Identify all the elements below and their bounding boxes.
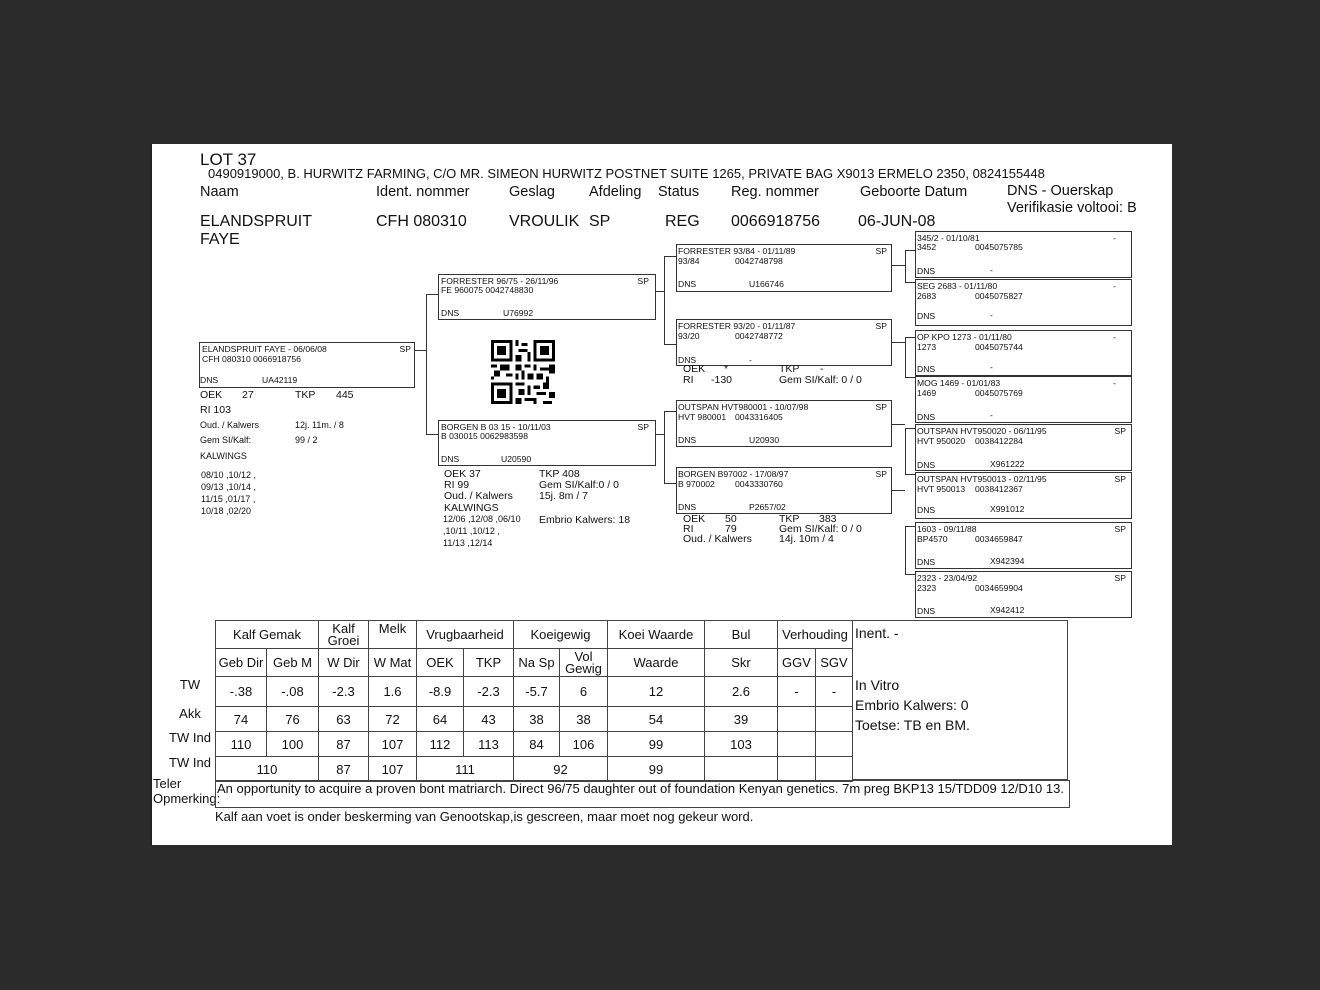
grandparent-box [676, 319, 892, 366]
ggp-reg: 0034659847 [975, 534, 1023, 544]
gp-title: OUTSPAN HVT980001 - 10/07/98 [678, 402, 809, 412]
tw-cell: -.38 [216, 677, 267, 707]
group-kalf-gemak: Kalf Gemak [216, 621, 319, 649]
ggp-id: 2323 [917, 583, 937, 593]
twind2-cell [778, 757, 816, 782]
gp2-ri-value: -130 [711, 374, 733, 386]
header-reg: Reg. nommer [731, 184, 819, 200]
twind-cell: 100 [267, 732, 319, 757]
twind-cell [778, 732, 816, 757]
ggp-dns-label: DNS [917, 505, 936, 515]
col-w-dir: W Dir [319, 649, 369, 677]
gp-dns-label: DNS [678, 355, 697, 365]
twind-cell: 113 [464, 732, 514, 757]
ggp-reg: 0045075827 [975, 291, 1023, 301]
subject-oek-label: OEK [200, 389, 223, 401]
tw-cell: -5.7 [514, 677, 560, 707]
dam-oud-label: Oud. / Kalwers [444, 490, 513, 502]
dam-gem: Gem SI/Kalf:0 / 0 [539, 479, 619, 491]
opmerking-label: Opmerking: [153, 791, 221, 806]
in-vitro-text: In Vitro [855, 677, 900, 693]
twind2-cell: 87 [319, 757, 369, 782]
tw-cell: -2.3 [464, 677, 514, 707]
dam-tkp: TKP 408 [539, 468, 580, 480]
subject-id: CFH 080310 0066918756 [202, 354, 301, 364]
tw-cell: 12 [608, 677, 705, 707]
gp-dns-label: DNS [678, 279, 697, 289]
col-na-sp: Na Sp [514, 649, 560, 677]
ggp-title: OUTSPAN HVT950013 - 02/11/95 [917, 474, 1047, 484]
embrio-text: Embrio Kalwers: 0 [855, 697, 969, 713]
twind-cell: 84 [514, 732, 560, 757]
ggp-section: - [1113, 378, 1116, 388]
animal-geslag: VROULIK [509, 213, 580, 230]
gp4-oek-value: 50 [725, 513, 737, 525]
ggp-id: 1273 [917, 342, 937, 352]
twind-cell: 107 [369, 732, 417, 757]
twind2-cell [705, 757, 778, 782]
tw-cell: -8.9 [417, 677, 464, 707]
header-naam: Naam [200, 184, 239, 200]
col-vol-gewig: Vol Gewig [560, 649, 608, 677]
ggp-dns-label: DNS [917, 364, 936, 374]
great-grandparent-box [915, 330, 1132, 376]
ggp-reg: 0034659904 [975, 583, 1023, 593]
tw-cell: -.08 [267, 677, 319, 707]
header-geboorte: Geboorte Datum [860, 184, 968, 200]
gp4-oek-label: OEK [683, 513, 706, 525]
ggp-dns-label: DNS [917, 606, 936, 616]
grandparent-box [676, 400, 892, 447]
tw-cell: 1.6 [369, 677, 417, 707]
akk-cell [778, 707, 816, 732]
gp4-oud-value: 14j. 10m / 4 [779, 533, 834, 545]
gp-id: B 970002 [678, 479, 715, 489]
row-label-twind: TW Ind [169, 730, 211, 745]
ggp-section: - [1113, 332, 1116, 342]
gp4-gem: Gem SI/Kalf: 0 / 0 [779, 523, 862, 535]
ggp-section: - [1113, 233, 1116, 243]
ggp-dns-value: - [990, 310, 993, 320]
subject-kalwings-1: 08/10 ,10/12 , [201, 470, 257, 480]
ggp-dns-label: DNS [917, 412, 936, 422]
ggp-dns-label: DNS [917, 460, 936, 470]
ggp-reg: 0045075769 [975, 388, 1023, 398]
animal-afdeling: SP [589, 213, 611, 230]
ggp-title: 2323 - 23/04/92 [917, 573, 978, 583]
gp4-oud-label: Oud. / Kalwers [683, 533, 752, 545]
dam-oek: OEK 37 [444, 468, 481, 480]
ggp-title: 345/2 - 01/10/81 [917, 233, 980, 243]
qr-code-icon [488, 340, 558, 404]
great-grandparent-box [915, 522, 1132, 569]
ggp-id: HVT 950013 [917, 484, 966, 494]
dam-id: B 030015 0062983598 [441, 431, 528, 441]
dam-box [438, 420, 656, 466]
ggp-section: SP [1114, 426, 1126, 436]
subject-ri: RI 103 [200, 404, 231, 416]
ggp-title: OUTSPAN HVT950020 - 06/11/95 [917, 426, 1047, 436]
animal-reg: 0066918756 [731, 213, 820, 230]
akk-cell: 38 [514, 707, 560, 732]
group-melk: Melk [369, 621, 417, 649]
akk-cell: 63 [319, 707, 369, 732]
footer-note: Kalf aan voet is onder beskerming van Genootskap,is gescreen, maar moet nog gekeur word. [215, 809, 754, 824]
group-kalf-groei: Kalf Groei [319, 621, 369, 649]
gp2-tkp-label: TKP [779, 363, 800, 375]
gp-section: SP [875, 321, 887, 331]
animal-name-1: ELANDSPRUIT [200, 213, 313, 230]
header-afdeling: Afdeling [589, 184, 642, 200]
subject-title: ELANDSPRUIT FAYE - 06/06/08 [202, 344, 327, 354]
col-ggv: GGV [778, 649, 816, 677]
dam-ri: RI 99 [444, 479, 470, 491]
ggp-section: - [1113, 281, 1116, 291]
gp-dns-value: - [749, 355, 752, 365]
col-oek: OEK [417, 649, 464, 677]
catalogue-page [150, 144, 1172, 845]
akk-cell: 64 [417, 707, 464, 732]
great-grandparent-box [915, 231, 1132, 278]
ggp-reg: 0045075744 [975, 342, 1023, 352]
ggp-section: SP [1114, 573, 1126, 583]
gp-dns-label: DNS [678, 435, 697, 445]
gp2-tkp-value: - [820, 363, 824, 375]
gp-title: BORGEN B97002 - 17/08/97 [678, 469, 789, 479]
col-sgv: SGV [816, 649, 853, 677]
ggp-dns-value: X961222 [990, 459, 1025, 469]
gp2-oek-label: OEK [683, 363, 706, 375]
gp2-gem: Gem SI/Kalf: 0 / 0 [779, 374, 862, 386]
animal-status: REG [665, 213, 700, 230]
great-grandparent-box [915, 279, 1132, 326]
great-grandparent-box [915, 472, 1132, 519]
gp2-oek-value: * [724, 363, 729, 375]
remarks-box [215, 780, 1070, 808]
col-geb-dir: Geb Dir [216, 649, 267, 677]
subject-oud-value: 12j. 11m. / 8 [295, 420, 344, 430]
header-dns: DNS - Ouerskap [1007, 183, 1114, 199]
animal-birth: 06-JUN-08 [858, 213, 936, 230]
col-tkp: TKP [464, 649, 514, 677]
sire-id: FE 960075 0042748830 [441, 285, 534, 295]
ggp-title: MOG 1469 - 01/01/83 [917, 378, 1001, 388]
gp-reg: 0043330760 [735, 479, 783, 489]
subject-pedigree-box [199, 342, 415, 388]
dam-kalwings-2: ,10/11 ,10/12 , [443, 526, 500, 536]
gp-section: SP [875, 246, 887, 256]
gp-reg: 0043316405 [735, 412, 783, 422]
gp-title: FORRESTER 93/84 - 01/11/89 [678, 246, 796, 256]
akk-cell: 38 [560, 707, 608, 732]
ggp-title: SEG 2683 - 01/11/80 [917, 281, 998, 291]
subject-kalwings-3: 11/15 ,01/17 , [201, 494, 256, 504]
ggp-dns-value: - [990, 410, 993, 420]
sire-dns-label: DNS [441, 308, 460, 318]
col-skr: Skr [705, 649, 778, 677]
great-grandparent-box [915, 424, 1132, 471]
group-koeigewig: Koeigewig [514, 621, 608, 649]
subject-tkp-value: 445 [336, 389, 354, 401]
tw-cell: 6 [560, 677, 608, 707]
akk-cell: 43 [464, 707, 514, 732]
ggp-id: 1469 [917, 388, 937, 398]
ggp-id: BP4570 [917, 534, 948, 544]
twind2-cell: 92 [514, 757, 608, 782]
tw-cell: -2.3 [319, 677, 369, 707]
gp4-tkp-value: 383 [819, 513, 837, 525]
twind-cell: 103 [705, 732, 778, 757]
akk-cell: 54 [608, 707, 705, 732]
ggp-dns-value: - [990, 362, 993, 372]
ggp-dns-label: DNS [917, 557, 936, 567]
animal-name-2: FAYE [200, 231, 240, 248]
subject-dns-label: DNS [200, 375, 219, 385]
gp-id: HVT 980001 [678, 412, 727, 422]
ggp-dns-value: X942394 [990, 556, 1025, 566]
akk-cell: 76 [267, 707, 319, 732]
subject-kalwings-label: KALWINGS [200, 451, 247, 461]
header-ident: Ident. nommer [376, 184, 470, 200]
remarks-text: An opportunity to acquire a proven bont matriarch. Direct 96/75 daughter out of foundation Kenyan genetics. 7m preg BKP13 15/TDD09 12/D10 13. [217, 781, 1064, 796]
sire-box [438, 274, 656, 320]
header-geslag: Geslag [509, 184, 555, 200]
group-verhouding: Verhouding [778, 621, 853, 649]
gp-section: SP [875, 469, 887, 479]
great-grandparent-box [915, 571, 1132, 618]
twind-cell: 112 [417, 732, 464, 757]
group-vrugbaarheid: Vrugbaarheid [417, 621, 514, 649]
gp-dns-value: U166746 [749, 279, 784, 289]
group-koei-waarde: Koei Waarde [608, 621, 705, 649]
gp4-ri-label: RI [683, 523, 694, 535]
col-w-mat: W Mat [369, 649, 417, 677]
header-status: Status [658, 184, 700, 200]
ggp-dns-label: DNS [917, 311, 936, 321]
sire-section: SP [637, 276, 649, 286]
inent-text: Inent. - [855, 625, 899, 641]
twind2-cell: 99 [608, 757, 705, 782]
animal-ident: CFH 080310 [376, 213, 467, 230]
ggp-dns-value: X942412 [990, 605, 1025, 615]
gp-id: 93/20 [678, 331, 700, 341]
header-verifikasie: Verifikasie voltooi: B [1007, 200, 1137, 216]
ggp-reg: 0038412367 [975, 484, 1023, 494]
akk-cell: 74 [216, 707, 267, 732]
twind-cell: 106 [560, 732, 608, 757]
gp4-ri-value: 79 [725, 523, 737, 535]
twind2-cell: 107 [369, 757, 417, 782]
col-waarde: Waarde [608, 649, 705, 677]
ggp-section: SP [1114, 474, 1126, 484]
dam-kalwings-3: 11/13 ,12/14 [443, 538, 493, 548]
row-label-tw: TW [179, 677, 201, 692]
grandparent-box [676, 467, 892, 514]
great-grandparent-box [915, 376, 1132, 423]
subject-tkp-label: TKP [295, 389, 316, 401]
twind2-cell: 111 [417, 757, 514, 782]
tw-cell: - [778, 677, 816, 707]
twind-cell: 99 [608, 732, 705, 757]
dam-embrio: Embrio Kalwers: 18 [539, 514, 631, 526]
dam-section: SP [637, 422, 649, 432]
subject-gem-value: 99 / 2 [295, 435, 318, 445]
ggp-id: HVT 950020 [917, 436, 966, 446]
ggp-id: 2683 [917, 291, 937, 301]
subject-kalwings-4: 10/18 ,02/20 [201, 506, 252, 516]
dam-dns-value: U20590 [501, 454, 532, 464]
ggp-section: SP [1114, 524, 1126, 534]
ggp-reg: 0045075785 [975, 242, 1023, 252]
owner-address: 0490919000, B. HURWITZ FARMING, C/O MR. SIMEON HURWITZ POSTNET SUITE 1265, PRIVATE BAG X9013 ERMELO 2350, 0824155448 [208, 166, 1045, 181]
row-label-twind-2: TW Ind [169, 755, 211, 770]
performance-table [215, 620, 853, 782]
dam-oud-value: 15j. 8m / 7 [539, 490, 589, 502]
row-label-akk: Akk [179, 706, 201, 721]
gp4-tkp-label: TKP [779, 513, 800, 525]
gp-dns-value: U20930 [749, 435, 780, 445]
akk-cell: 39 [705, 707, 778, 732]
twind-cell: 110 [216, 732, 267, 757]
tw-cell: - [816, 677, 853, 707]
subject-gem-label: Gem SI/Kalf: [200, 435, 252, 445]
tw-cell: 2.6 [705, 677, 778, 707]
col-geb-m: Geb M [267, 649, 319, 677]
gp-section: SP [875, 402, 887, 412]
subject-section: SP [399, 344, 411, 354]
ggp-dns-label: DNS [917, 266, 936, 276]
akk-cell: 72 [369, 707, 417, 732]
ggp-dns-value: - [990, 265, 993, 275]
ggp-id: 3452 [917, 242, 937, 252]
subject-dns-value: UA42119 [262, 375, 298, 385]
subject-oek-value: 27 [242, 389, 254, 401]
teler-label: Teler [153, 776, 182, 791]
grandparent-box [676, 244, 892, 292]
akk-cell [816, 707, 853, 732]
toetse-text: Toetse: TB en BM. [855, 717, 970, 733]
lot-number: LOT 37 [200, 150, 257, 169]
twind2-cell: 110 [216, 757, 319, 782]
twind-cell: 87 [319, 732, 369, 757]
sire-title: FORRESTER 96/75 - 26/11/96 [441, 276, 559, 286]
gp-reg: 0042748798 [735, 256, 783, 266]
sire-dns-value: U76992 [503, 308, 534, 318]
subject-oud-label: Oud. / Kalwers [200, 420, 260, 430]
dam-kalwings-1: 12/06 ,12/08 ,06/10 [443, 514, 521, 524]
dam-title: BORGEN B 03 15 - 10/11/03 [441, 422, 551, 432]
ggp-title: 1603 - 09/11/88 [917, 524, 977, 534]
gp-reg: 0042748772 [735, 331, 783, 341]
ggp-title: OP KPO 1273 - 01/11/80 [917, 332, 1012, 342]
dam-dns-label: DNS [441, 454, 460, 464]
gp-title: FORRESTER 93/20 - 01/11/87 [678, 321, 796, 331]
dam-kalwings-label: KALWINGS [444, 502, 499, 514]
gp-id: 93/84 [678, 256, 700, 266]
ggp-reg: 0038412284 [975, 436, 1023, 446]
group-bul: Bul [705, 621, 778, 649]
twind2-cell [816, 757, 853, 782]
ggp-dns-value: X991012 [990, 504, 1025, 514]
gp-dns-value: P2657/02 [749, 502, 786, 512]
gp2-ri-label: RI [683, 374, 694, 386]
gp-dns-label: DNS [678, 502, 697, 512]
twind-cell [816, 732, 853, 757]
subject-kalwings-2: 09/13 ,10/14 , [201, 482, 257, 492]
